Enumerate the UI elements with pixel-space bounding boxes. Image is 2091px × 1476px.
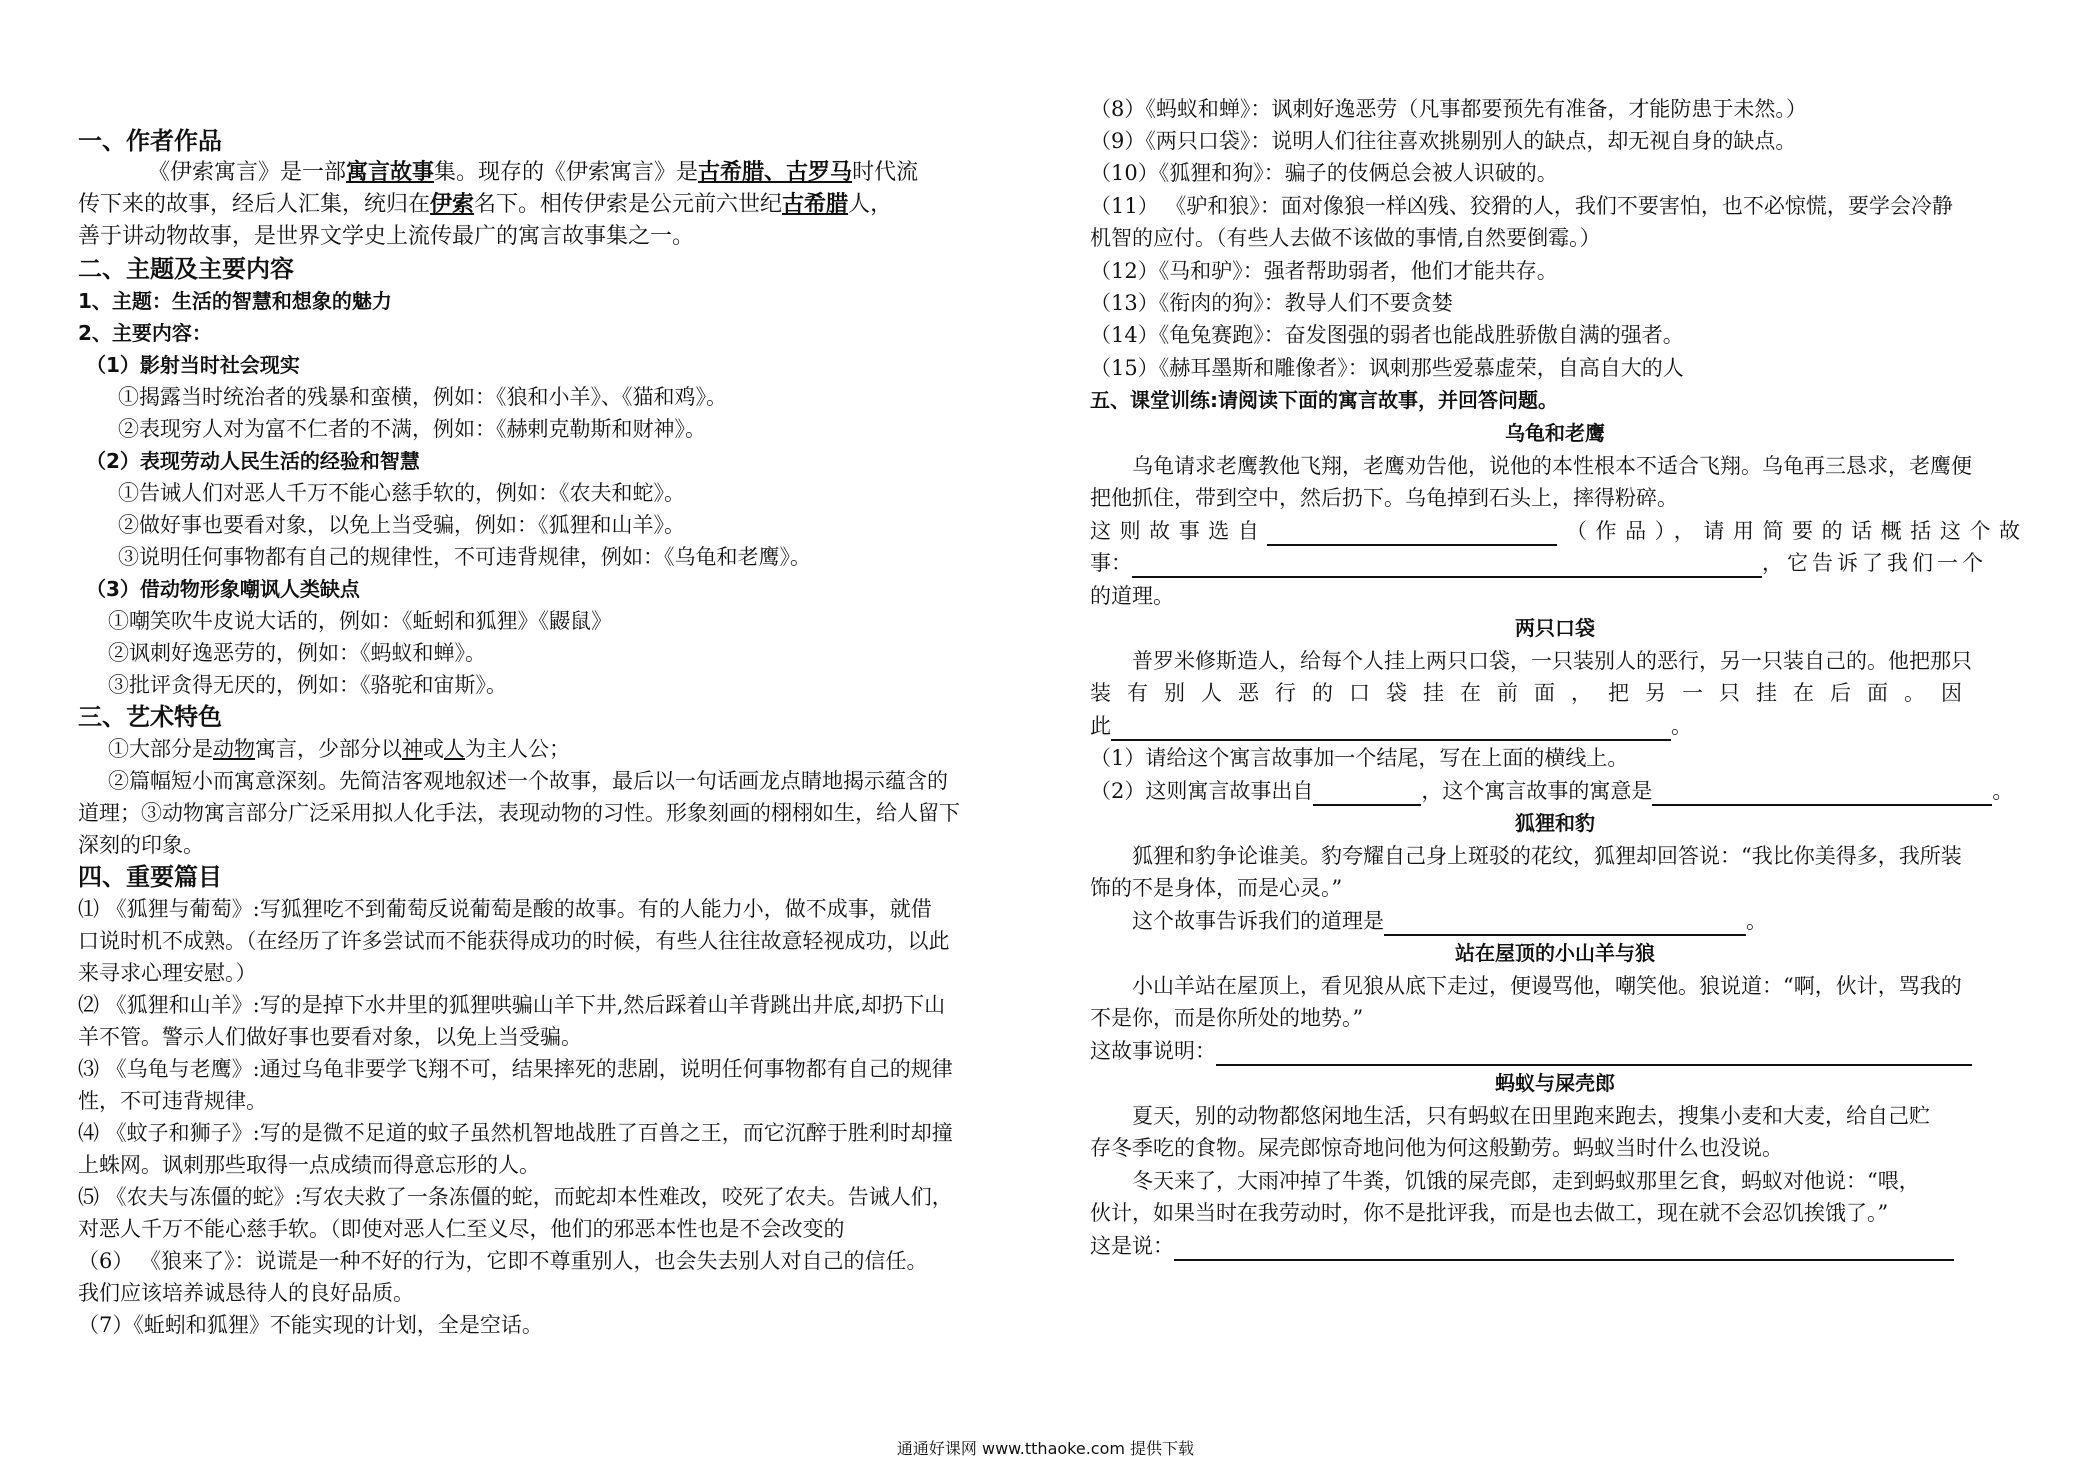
intro-line-2 xyxy=(78,190,892,220)
keyword: 动物 xyxy=(213,737,255,761)
story-title: 两只口袋 xyxy=(1515,616,1595,640)
story-text: 小山羊站在屋顶上，看见狼从底下走过，便谩骂他，嘲笑他。狼说道：“啊，伙计，骂我的 xyxy=(1132,974,1962,998)
work-line: 对恶人千万不能心慈手软。（即使对恶人仁至义尽，他们的邪恶本性也是不会改变的 xyxy=(78,1217,845,1241)
sub1-item: ②表现穷人对为富不仁者的不满，例如：《赫剌克勒斯和财神》。 xyxy=(118,417,706,441)
work-line: （13）《衔肉的狗》：教导人们不要贪婪 xyxy=(1090,291,1453,315)
answer-blank[interactable] xyxy=(1216,1042,1972,1066)
work-line: （10）《狐狸和狗》：骗子的伎俩总会被人识破的。 xyxy=(1090,161,1558,185)
story-text: 狐狸和豹争论谁美。豹夸耀自己身上斑驳的花纹，狐狸却回答说：“我比你美得多，我所装 xyxy=(1132,844,1962,868)
story-text: 存冬季吃的食物。屎壳郎惊奇地问他为何这般勤劳。蚂蚁当时什么也没说。 xyxy=(1090,1136,1783,1160)
text: ①大部分是 xyxy=(108,737,213,761)
question-line: 的道理。 xyxy=(1090,584,1174,608)
story-text xyxy=(1090,711,1692,741)
story-text: 伙计，如果当时在我劳动时，你不是批评我，而是也去做工，现在就不会忍饥挨饿了。” xyxy=(1090,1201,1889,1225)
question-text: 事： xyxy=(1090,551,1132,575)
work-line: 来寻求心理安慰。） xyxy=(78,961,257,985)
story-title: 站在屋顶的小山羊与狼 xyxy=(1455,941,1655,965)
work-line: （14）《龟兔赛跑》：奋发图强的弱者也能战胜骄傲自满的强者。 xyxy=(1090,323,1684,347)
footer-credit: 通通好课网 www.tthaoke.com 提供下载 xyxy=(896,1439,1195,1458)
work-line: 上蛛网。讽刺那些取得一点成绩而得意忘形的人。 xyxy=(78,1153,540,1177)
story-text: 普罗米修斯造人，给每个人挂上两只口袋，一只装别人的恶行，另一只装自己的。他把那只 xyxy=(1132,649,1972,673)
sub2-item: ②做好事也要看对象，以免上当受骗，例如：《狐狸和山羊》。 xyxy=(118,513,685,537)
story-text: 乌龟请求老鹰教他飞翔，老鹰劝告他，说他的本性根本不适合飞翔。乌龟再三恳求，老鹰便 xyxy=(1132,454,1972,478)
text: 。 xyxy=(1671,714,1692,738)
work-line: 口说时机不成熟。（在经历了许多尝试而不能获得成功的时候，有些人往往故意轻视成功，以此 xyxy=(78,929,950,953)
story-text: 把他抓住，带到空中，然后扔下。乌龟掉到石头上，摔得粉碎。 xyxy=(1090,486,1678,510)
keyword: 寓言故事 xyxy=(346,160,435,185)
sub2-item: ①告诫人们对恶人千万不能心慈手软的，例如：《农夫和蛇》。 xyxy=(118,481,685,505)
story-title: 乌龟和老鹰 xyxy=(1505,421,1605,445)
sub-heading-2: （2）表现劳动人民生活的经验和智慧 xyxy=(86,449,420,473)
theme-line: 1、主题：生活的智慧和想象的魅力 xyxy=(78,289,392,313)
sub3-item: ①嘲笑吹牛皮说大话的，例如：《蚯蚓和狐狸》《鼹鼠》 xyxy=(108,609,612,633)
work-line: 我们应该培养诚恳待人的良好品质。 xyxy=(78,1281,414,1305)
keyword: 古希腊、古罗马 xyxy=(698,160,853,185)
text: 时代流 xyxy=(852,160,919,185)
question-text: ，它告诉了我们一个 xyxy=(1762,551,1987,575)
story-text: 装有别人恶行的口袋挂在前面，把另一只挂在后面。因 xyxy=(1090,681,1978,705)
sub3-item: ③批评贪得无厌的，例如：《骆驼和宙斯》。 xyxy=(108,673,507,697)
main-content-label: 2、主要内容： xyxy=(78,321,212,345)
story-text: 冬天来了，大雨冲掉了牛粪，饥饿的屎壳郎，走到蚂蚁那里乞食，蚂蚁对他说：“喂， xyxy=(1132,1169,1920,1193)
question-line xyxy=(1090,1036,1972,1066)
work-line: （9）《两只口袋》：说明人们往往喜欢挑剔别人的缺点，却无视自身的缺点。 xyxy=(1090,129,1797,153)
art-line-3: 道理；③动物寓言部分广泛采用拟人化手法，表现动物的习性。形象刻画的栩栩如生，给人留下 xyxy=(78,801,960,825)
section-4-title: 四、重要篇目 xyxy=(78,863,222,891)
sub-heading-3: （3）借动物形象嘲讽人类缺点 xyxy=(86,577,360,601)
question-text: 这则故事选自 xyxy=(1090,519,1268,543)
art-line-1 xyxy=(108,734,570,764)
answer-blank[interactable] xyxy=(1174,1237,1954,1261)
question-line xyxy=(1090,516,2020,546)
answer-blank[interactable] xyxy=(1313,782,1421,806)
work-line: ⑴ 《狐狸与葡萄》:写狐狸吃不到葡萄反说葡萄是酸的故事。有的人能力小，做不成事，就借 xyxy=(78,897,932,921)
question-line xyxy=(1090,776,2013,806)
keyword: 伊索 xyxy=(430,192,475,217)
story-text: 夏天，别的动物都悠闲地生活，只有蚂蚁在田里跑来跑去，搜集小麦和大麦，给自己贮 xyxy=(1132,1104,1930,1128)
work-line: ⑸ 《农夫与冻僵的蛇》:写农夫救了一条冻僵的蛇，而蛇却本性难改，咬死了农夫。告诫人们， xyxy=(78,1185,953,1209)
answer-blank[interactable] xyxy=(1267,522,1557,546)
question-line xyxy=(1090,548,2020,578)
question-text: （2）这则寓言故事出自 xyxy=(1090,779,1314,803)
intro-line-3: 善于讲动物故事，是世界文学史上流传最广的寓言故事集之一。 xyxy=(78,224,695,249)
art-line-2: ②篇幅短小而寓意深刻。先简洁客观地叙述一个故事，最后以一句话画龙点睛地揭示蕴含的 xyxy=(108,769,948,793)
art-line-4: 深刻的印象。 xyxy=(78,833,204,857)
text: 寓言，少部分以 xyxy=(255,737,402,761)
answer-blank[interactable] xyxy=(1384,912,1746,936)
work-line: （7）《蚯蚓和狐狸》不能实现的计划，全是空话。 xyxy=(78,1313,543,1337)
question-text: 。 xyxy=(1746,909,1767,933)
work-line: 机智的应付。（有些人去做不该做的事情,自然要倒霉。） xyxy=(1090,226,1601,250)
section-5-title: 五、课堂训练:请阅读下面的寓言故事，并回答问题。 xyxy=(1090,388,1558,412)
question-text: 这个故事告诉我们的道理是 xyxy=(1132,909,1384,933)
story-title: 狐狸和豹 xyxy=(1515,811,1595,835)
question-line xyxy=(1132,906,1767,936)
text: 传下来的故事，经后人汇集，统归在 xyxy=(78,192,431,217)
question-text: ，这个寓言故事的寓意是 xyxy=(1421,779,1653,803)
keyword: 古希腊 xyxy=(782,192,849,217)
question-line xyxy=(1090,1231,1954,1261)
work-line: ⑵ 《狐狸和山羊》:写的是掉下水井里的狐狸哄骗山羊下井,然后踩着山羊背跳出井底,却扔下山 xyxy=(78,993,946,1017)
story-text: 不是你，而是你所处的地势。” xyxy=(1090,1006,1364,1030)
sub-heading-1: （1）影射当时社会现实 xyxy=(86,353,300,377)
text: 人， xyxy=(848,192,893,217)
keyword: 神 xyxy=(402,737,423,761)
work-line: 羊不管。警示人们做好事也要看对象，以免上当受骗。 xyxy=(78,1025,582,1049)
work-line: ⑷ 《蚊子和狮子》:写的是微不足道的蚊子虽然机智地战胜了百兽之王，而它沉醉于胜利时却撞 xyxy=(78,1121,953,1145)
answer-blank[interactable] xyxy=(1111,717,1671,741)
work-line: ⑶ 《乌龟与老鹰》:通过乌龟非要学飞翔不可，结果摔死的悲剧，说明任何事物都有自己的规律 xyxy=(78,1057,953,1081)
question-line: （1）请给这个寓言故事加一个结尾，写在上面的横线上。 xyxy=(1090,746,1629,770)
keyword: 人 xyxy=(444,737,465,761)
sub3-item: ②讽刺好逸恶劳的，例如：《蚂蚁和蝉》。 xyxy=(108,641,486,665)
text: 此 xyxy=(1090,714,1111,738)
work-line: （6） 《狼来了》：说谎是一种不好的行为，它即不尊重别人，也会失去别人对自己的信任。 xyxy=(78,1249,928,1273)
section-2-title: 二、主题及主要内容 xyxy=(78,255,294,283)
question-text: （作品），请用简要的话概括这个故 xyxy=(1557,519,2021,543)
work-line: 性，不可违背规律。 xyxy=(78,1089,267,1113)
story-text: 饰的不是身体，而是心灵。” xyxy=(1090,876,1343,900)
text: 名下。相传伊索是公元前六世纪 xyxy=(474,192,783,217)
work-line: （8）《蚂蚁和蝉》：讽刺好逸恶劳（凡事都要预先有准备，才能防患于未然。） xyxy=(1090,97,1807,121)
sub1-item: ①揭露当时统治者的残暴和蛮横，例如：《狼和小羊》、《猫和鸡》。 xyxy=(118,385,727,409)
work-line: （11） 《驴和狼》：面对像狼一样凶残、狡猾的人，我们不要害怕，也不必惊慌，要学会冷静 xyxy=(1090,194,1953,218)
work-line: （15）《赫耳墨斯和雕像者》：讽刺那些爱慕虚荣，自高自大的人 xyxy=(1090,356,1684,380)
story-title: 蚂蚁与屎壳郎 xyxy=(1495,1071,1615,1095)
answer-blank[interactable] xyxy=(1652,782,1992,806)
sub2-item: ③说明任何事物都有自己的规律性，不可违背规律，例如：《乌龟和老鹰》。 xyxy=(118,545,811,569)
intro-line-1 xyxy=(148,158,918,188)
section-1-title: 一、作者作品 xyxy=(78,127,222,155)
work-line: （12）《马和驴》：强者帮助弱者，他们才能共存。 xyxy=(1090,259,1558,283)
section-3-title: 三、艺术特色 xyxy=(78,703,222,731)
text: 《伊索寓言》是一部 xyxy=(148,160,347,185)
text: 为主人公； xyxy=(465,737,570,761)
question-text: 这故事说明： xyxy=(1090,1039,1216,1063)
text: 集。现存的《伊索寓言》是 xyxy=(434,160,699,185)
question-text: 这是说： xyxy=(1090,1234,1174,1258)
answer-blank[interactable] xyxy=(1132,554,1762,578)
question-text: 。 xyxy=(1992,779,2014,803)
text: 或 xyxy=(423,737,444,761)
